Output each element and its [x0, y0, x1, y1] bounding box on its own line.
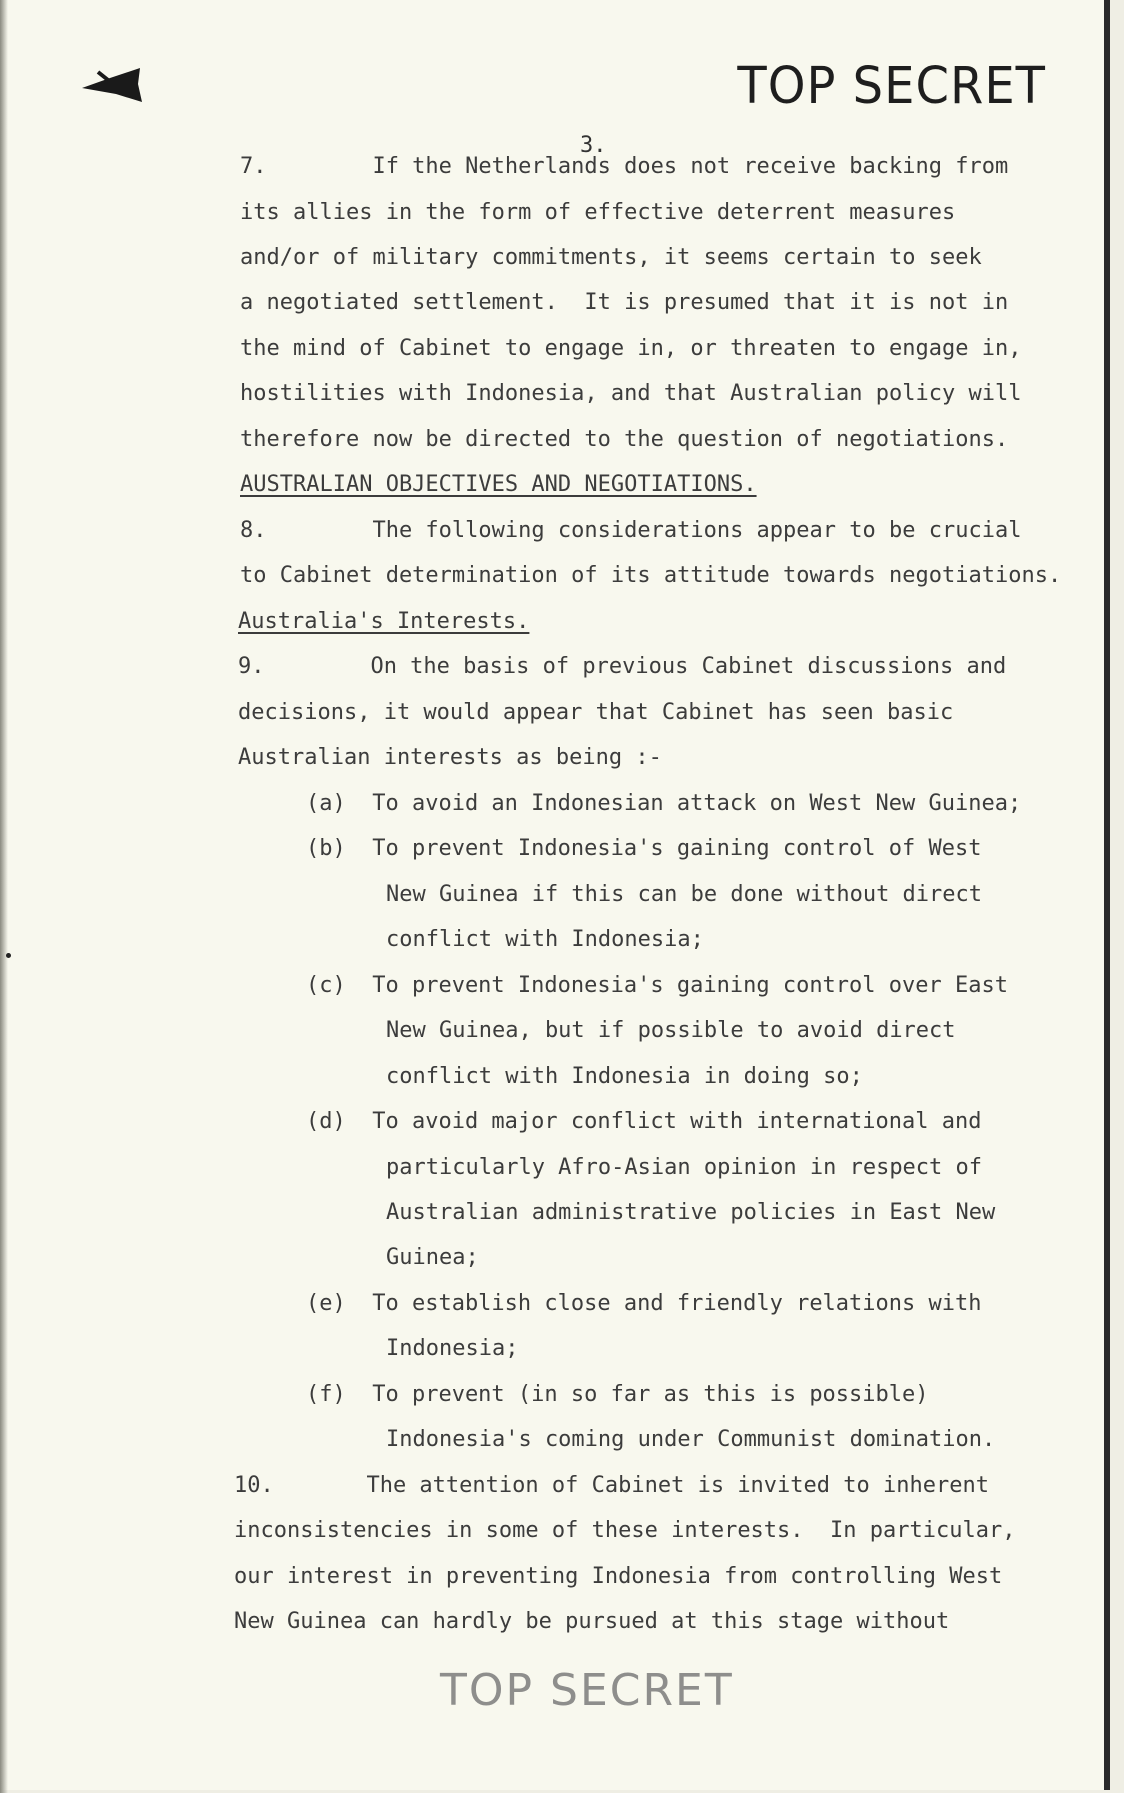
text-line: 8. The following considerations appear to be crucial	[240, 518, 1022, 543]
text-line: to Cabinet determination of its attitude towards negotiations.	[240, 563, 1062, 588]
text-line: inconsistencies in some of these interests. In particular,	[234, 1518, 1016, 1543]
text-line: a negotiated settlement. It is presumed that it is not in	[240, 290, 1009, 315]
text-line: therefore now be directed to the question of negotiations.	[240, 427, 1009, 452]
text-line: (a) To avoid an Indonesian attack on West New Guinea;	[306, 791, 1022, 816]
text-line: conflict with Indonesia in doing so;	[386, 1064, 863, 1089]
text-line: Guinea;	[386, 1245, 479, 1270]
text-line: our interest in preventing Indonesia from controlling West	[234, 1564, 1003, 1589]
section-heading: AUSTRALIAN OBJECTIVES AND NEGOTIATIONS.	[240, 472, 757, 497]
text-line: New Guinea, but if possible to avoid direct	[386, 1018, 956, 1043]
section-heading: Australia's Interests.	[238, 609, 530, 634]
classification-header: TOP SECRET	[737, 56, 1046, 116]
text-line: 10. The attention of Cabinet is invited to inherent	[234, 1473, 989, 1498]
text-line: Australian administrative policies in East New	[386, 1200, 996, 1225]
text-line: Indonesia's coming under Communist domination.	[386, 1427, 996, 1452]
text-line: decisions, it would appear that Cabinet has seen basic	[238, 700, 954, 725]
text-line: particularly Afro-Asian opinion in respect of	[386, 1155, 983, 1180]
page-number: 3.	[580, 133, 607, 158]
text-line: New Guinea can hardly be pursued at this stage without	[234, 1609, 950, 1634]
text-line: Indonesia;	[386, 1336, 519, 1361]
classification-footer: TOP SECRET	[440, 1665, 734, 1716]
text-line: New Guinea if this can be done without direct	[386, 882, 983, 907]
text-line: 9. On the basis of previous Cabinet discussions and	[238, 654, 1007, 679]
text-line: (c) To prevent Indonesia's gaining control over East	[306, 973, 1008, 998]
text-line: hostilities with Indonesia, and that Australian policy will	[240, 381, 1022, 406]
text-line: its allies in the form of effective deterrent measures	[240, 200, 956, 225]
text-line: (e) To establish close and friendly relations with	[306, 1291, 982, 1316]
text-line: (d) To avoid major conflict with international and	[306, 1109, 982, 1134]
text-line: Australian interests as being :-	[238, 745, 662, 770]
text-line: (f) To prevent (in so far as this is possible)	[306, 1382, 929, 1407]
text-line: 7. If the Netherlands does not receive backing from	[240, 154, 1009, 179]
text-line: the mind of Cabinet to engage in, or threaten to engage in,	[240, 336, 1022, 361]
text-line: (b) To prevent Indonesia's gaining control of West	[306, 836, 982, 861]
text-line: conflict with Indonesia;	[386, 927, 704, 952]
text-line: and/or of military commitments, it seems certain to seek	[240, 245, 982, 270]
